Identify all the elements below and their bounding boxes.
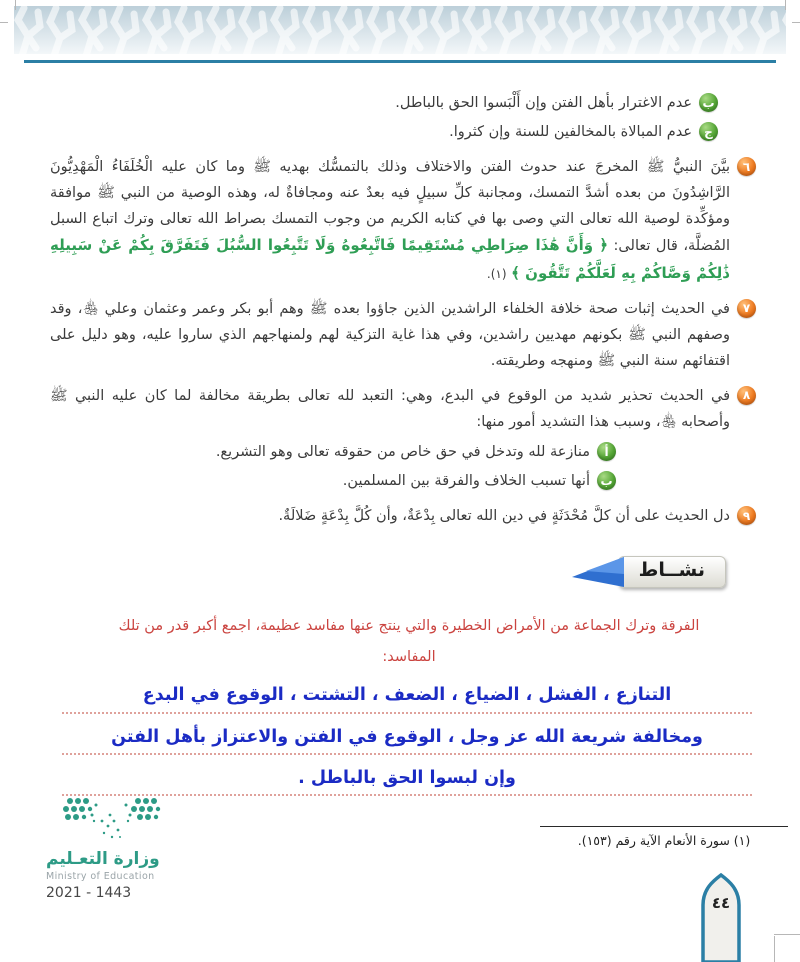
activity-answer-area (62, 682, 752, 796)
numbered-item-8 (50, 383, 756, 435)
arch-dome-icon (696, 872, 746, 962)
subitem-text: منازعة لله وتدخل في حق خاص من حقوقه تعالى وهو التشريع. (215, 444, 590, 461)
page-number: ٤٤ (711, 894, 731, 912)
subitem-text: أنها تسبب الخلاف والفرقة بين المسلمين. (342, 473, 590, 490)
numbered-item-9 (50, 503, 756, 529)
lettered-subitem-a (50, 439, 616, 465)
number-badge: ٩ (737, 506, 756, 525)
item-6-text: بيَّنَ النبيُّ ﷺ المخرجَ عند حدوث الفتن والاختلاف وذلك بالتمسُّك بهديه ﷺ وما كان عليه الْخُلَفَاءُ الْمَهْدِيُّونَ الرَّاشِدُونَ من بعده أشدَّ التمسك، ومجانبة كلِّ سبيلٍ فيه بعدٌ عنه ومجافاةٌ له، وهذه الوصية من النبي ﷺ موافقة ومؤكِّدة لوصية الله تعالى التي وصى بها في كتابه الكريم من وجوب التمسك بصراط الله تعالى وترك اتباع السبل المُضلَّة، قال تعالى: (50, 159, 730, 255)
crop-mark (792, 22, 800, 23)
activity-prompt: الفرقة وترك الجماعة من الأمراض الخطيرة والتي ينتج عنها مفاسد عظيمة، اجمع أكبر قدر من تلك المفاسد: (118, 618, 700, 665)
quran-verse: ﴿ وَأَنَّ هَٰذَا صِرَاطِي مُسْتَقِيمًا فَاتَّبِعُوهُ وَلَا تَتَّبِعُوا السُّبُلَ فَتَفَرَّقَ بِكُمْ عَنْ سَبِيلِهِ ذَٰلِكُمْ وَصَّاكُمْ بِهِ لَعَلَّكُمْ تَتَّقُونَ ﴾ (50, 236, 730, 282)
numbered-item-6 (50, 154, 756, 286)
activity-label: نشــاط (618, 556, 726, 588)
crop-mark (15, 0, 16, 10)
item-8-text: في الحديث تحذير شديد من الوقوع في البدع، وهي: التعبد لله تعالى بطريقة مخالفة لما كان عليه النبي ﷺ وأصحابه ﵃، وسبب هذا التشديد أمور منها: (50, 387, 730, 431)
number-badge: ٨ (737, 386, 756, 405)
crop-mark (0, 22, 8, 23)
letter-badge: ب (597, 471, 616, 490)
decorative-header-band (14, 6, 786, 54)
lettered-item-j (50, 119, 718, 145)
header-divider-rule (24, 60, 776, 63)
ministry-name-english: Ministry of Education (46, 871, 155, 882)
letter-badge: أ (597, 442, 616, 461)
answer-line-2[interactable]: ومخالفة شريعة الله عز وجل ، الوقوع في الفتن والاعتزاز بأهل الفتن (62, 724, 752, 755)
crop-mark (774, 936, 775, 962)
lettered-item-b (50, 90, 718, 116)
crop-mark (774, 934, 800, 935)
number-badge: ٦ (737, 157, 756, 176)
footnote: (١) سورة الأنعام الآية رقم (١٥٣). (540, 826, 788, 848)
crop-mark (785, 0, 786, 10)
letter-badge: ج (699, 122, 718, 141)
lettered-item-text: عدم الاغترار بأهل الفتن وإن أَلْبَسوا الحق بالباطل. (395, 95, 692, 111)
lettered-subitem-b (50, 468, 616, 494)
islamic-pattern-icon (14, 6, 786, 54)
answer-line-1[interactable]: التنازع ، الفشل ، الضياع ، الضعف ، التشتت ، الوقوع في البدع (62, 682, 752, 713)
edition-years: 2021 - 1443 (46, 885, 132, 901)
number-badge: ٧ (737, 299, 756, 318)
activity-banner (50, 555, 726, 589)
item-6-paragraph (50, 154, 730, 286)
lesson-content (50, 90, 756, 806)
moe-dots-logo-icon (52, 793, 172, 845)
lettered-item-text: عدم المبالاة بالمخالفين للسنة وإن كثروا. (449, 124, 692, 141)
item-7-text: في الحديث إثبات صحة خلافة الخلفاء الراشدين الذين جاؤوا بعده ﷺ وهم أبو بكر وعمر وعثمان وعلي ﵃، وقد وصفهم النبي ﷺ بكونهم مهديين راشدين، وفي هذا غاية التزكية لهم ولمنهاجهم الذي ساروا عليه، وهو دليل على اقتفائهم سنة النبي ﷺ ومنهجه وطريقته. (50, 300, 730, 369)
left-ribbon-arrow-icon (570, 556, 624, 592)
numbered-item-7 (50, 296, 756, 374)
page-number-frame (696, 872, 746, 962)
footnote-reference: (١). (486, 266, 507, 281)
letter-badge: ب (699, 93, 718, 112)
item-9-text: دل الحديث على أن كلَّ مُحْدَثَةٍ في دين الله تعالى بِدْعَةٌ، وأن كُلَّ بِدْعَةٍ ضَلالَةٌ. (278, 508, 730, 525)
ministry-logo (34, 793, 199, 901)
answer-line-3[interactable]: وإن لبسوا الحق بالباطل . (62, 765, 752, 796)
ministry-name-arabic: وزارة التعـليم (46, 849, 160, 869)
